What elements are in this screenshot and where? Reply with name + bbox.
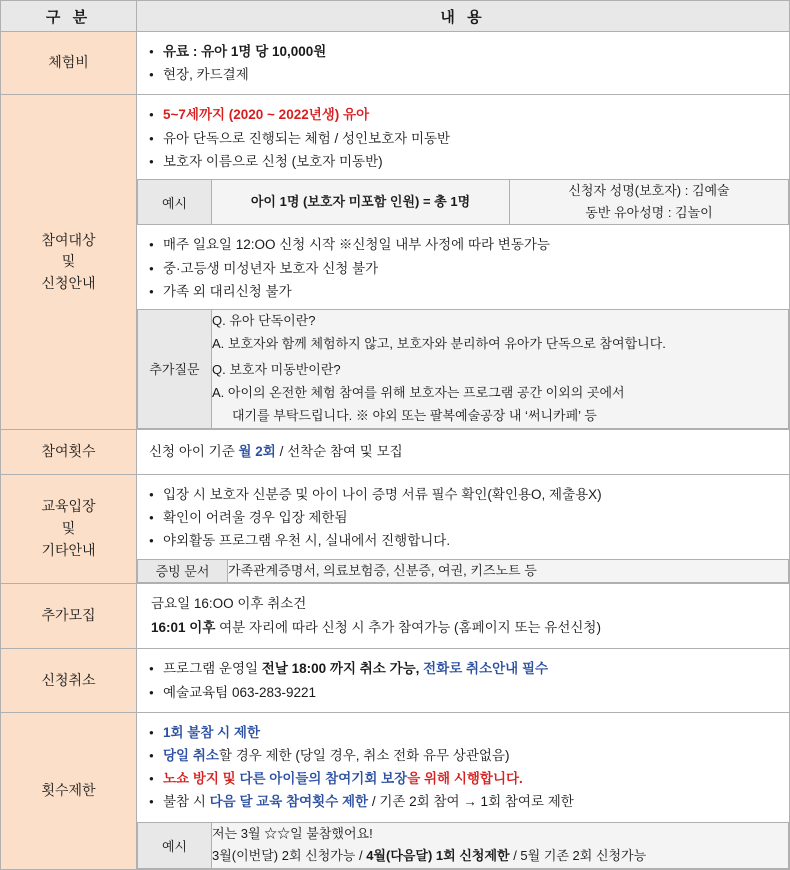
table-row [1,474,790,583]
faq-answer-2: A. 아이의 온전한 체험 참여를 위해 보호자는 프로그램 공간 이외의 곳에서 [212,385,625,401]
row-label-limit: 횟수제한 [1,712,137,869]
header-cell-division: 구 분 [1,1,137,32]
entry-item-0: 입장 시 보호자 신분증 및 아이 나이 증명 서류 필수 확인(확인용O, 제출용X) [163,486,602,502]
documents-table [137,559,789,583]
extra-line-2-rest: 여분 자리에 따라 신청 시 추가 참여가능 (홈페이지 또는 유선신청) [215,620,601,636]
fee-item-0: 유료 : 유아 1명 당 10,000원 [163,44,327,59]
entry-item-1: 확인이 어려울 경우 입장 제한됨 [163,510,348,526]
list-item [149,103,779,126]
row-content-fee [137,32,790,95]
table-row [1,583,790,649]
example-count-cell [212,180,510,225]
row-content-extra [137,583,790,649]
extra-line-2 [151,616,779,640]
row-label-count: 참여횟수 [1,429,137,474]
list-item [149,233,779,256]
table-row [138,180,789,225]
table-row [1,32,790,95]
faq-group-1 [212,310,788,356]
example-name-cell [510,180,789,225]
limit-example-label: 예시 [138,822,212,869]
table-row [1,95,790,429]
list-item [149,790,779,813]
row-content-limit [137,712,790,869]
limit-example-line2-c: / 5월 기존 2회 신청가능 [509,848,647,864]
limit-example-line1: 저는 3월 ☆☆일 불참했어요! [212,825,373,841]
limit-1-p0: 당일 취소 [163,747,219,763]
table-row [138,559,789,582]
target-mid-2: 가족 외 대리신청 불가 [163,283,292,299]
target-mid-0: 매주 일요일 12:OO 신청 시작 ※신청일 내부 사정에 따라 변동가능 [163,237,550,253]
cancel-1-p0: 예술교육팀 063-283-9221 [163,684,317,700]
list-item [149,681,779,704]
faq-group-2 [212,359,788,427]
limit-0-p0: 1회 불참 시 제한 [163,724,261,740]
row-content-cancel [137,649,790,712]
list-item [149,657,779,680]
target-item-2: 보호자 이름으로 신청 (보호자 미동반) [163,153,383,169]
row-label-entry-line0: 교육입장 [41,498,96,515]
example-name-line1: 신청자 성명(보호자) : 김예술 [568,183,730,199]
row-label-target [1,95,137,429]
row-label-cancel: 신청취소 [1,649,137,712]
faq-question-2: Q. 보호자 미동반이란? [212,362,341,378]
table-row [138,309,789,428]
count-text-before: 신청 아이 기준 [149,443,239,459]
target-item-1: 유아 단독으로 진행되는 체험 / 성인보호자 미동반 [163,130,451,146]
limit-2-p2: 을 위해 시행합니다. [407,771,523,787]
cancel-0-p0: 프로그램 운영일 [163,661,262,677]
faq-label: 추가질문 [138,309,212,428]
row-label-entry-line1: 및 [61,520,76,537]
table-row [1,712,790,869]
limit-3-p1: 다음 달 교육 참여횟수 제한 [209,794,369,810]
faq-question-1: Q. 유아 단독이란? [212,312,316,328]
row-label-target-line2: 신청안내 [41,274,96,291]
faq-answer-2-cont: 대기를 부탁드립니다. ※ 야외 또는 팔복예술공장 내 ‘써니카페’ 등 [232,407,597,423]
list-item [149,257,779,280]
fee-item-1: 현장, 카드결제 [163,67,249,83]
row-label-entry [1,474,137,583]
table-row [1,429,790,474]
documents-value: 가족관계증명서, 의료보험증, 신분증, 여권, 키즈노트 등 [228,559,789,582]
documents-label: 증빙 문서 [138,559,228,582]
list-item [149,767,779,790]
entry-item-2: 야외활동 프로그램 우천 시, 실내에서 진행합니다. [163,533,451,549]
list-item [149,40,779,63]
table-row [1,649,790,712]
target-item-0: 5~7세까지 (2020 ~ 2022년생) 유아 [163,107,370,123]
limit-example-table [137,822,789,870]
list-item [149,744,779,767]
limit-3-p2: / 기존 2회 참여 → 1회 참여로 제한 [368,794,574,810]
row-label-target-line0: 참여대상 [41,231,96,248]
row-content-entry [137,474,790,583]
limit-example-line2 [212,845,788,868]
faq-table [137,309,789,429]
limit-2-p0: 노쇼 방지 및 [163,771,240,787]
limit-example-line2-a: 3월(이번달) 2회 신청가능 / [212,848,367,864]
header-cell-content: 내 용 [137,1,790,32]
table-row [138,822,789,869]
row-content-count [137,429,790,474]
table-header-row [1,1,790,32]
example-applicant-table [137,179,789,225]
extra-line-1: 금요일 16:OO 이후 취소건 [151,595,307,611]
example-count-text: 아이 1명 (보호자 미포함 인원) = 총 1명 [250,194,471,210]
example-name-line2: 동반 유아성명 : 김놀이 [585,205,713,221]
count-text-after: / 선착순 참여 및 모집 [275,443,403,459]
row-label-extra: 추가모집 [1,583,137,649]
list-item [149,483,779,506]
row-content-target [137,95,790,429]
limit-example-line2-b: 4월(다음달) 1회 신청제한 [366,848,510,864]
faq-content [212,309,789,428]
target-mid-1: 중·고등생 미성년자 보호자 신청 불가 [163,260,379,276]
list-item [149,721,779,744]
row-label-entry-line2: 기타안내 [41,541,96,558]
cancel-0-p1: 전날 18:00 까지 취소 가능, [261,661,420,677]
extra-line-2-bold: 16:01 이후 [151,620,216,636]
list-item [149,127,779,150]
list-item [149,150,779,173]
cancel-0-p2: 전화로 취소안내 필수 [419,661,549,677]
list-item [149,529,779,552]
count-text-accent: 월 2회 [238,443,276,459]
limit-2-p1: 다른 아이들의 참여기회 보장 [239,771,408,787]
limit-1-p1: 할 경우 제한 (당일 경우, 취소 전화 유무 상관없음) [218,747,510,763]
limit-example-content [212,822,789,869]
limit-3-p0: 불참 시 [163,794,210,810]
faq-answer-1: A. 보호자와 함께 체험하지 않고, 보호자와 분리하여 유아가 단독으로 참여합니다. [212,335,666,351]
list-item [149,280,779,303]
example-label: 예시 [138,180,212,225]
row-label-fee: 체험비 [1,32,137,95]
list-item [149,63,779,86]
list-item [149,506,779,529]
row-label-target-line1: 및 [61,253,76,270]
